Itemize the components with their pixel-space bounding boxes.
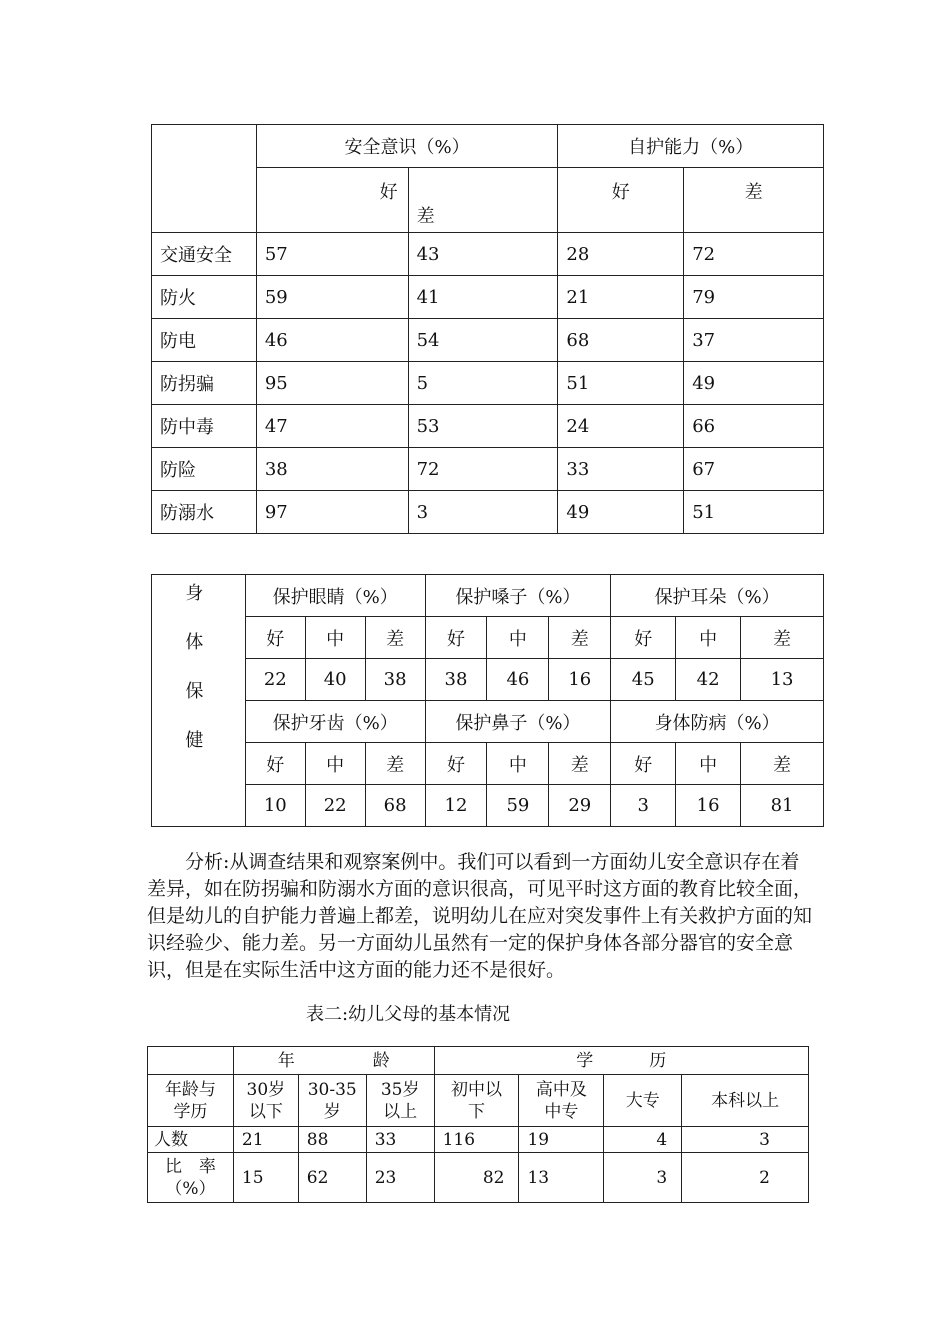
- table-caption: 表二:幼儿父母的基本情况: [306, 1004, 511, 1025]
- col-header-line: 30-35: [307, 1079, 357, 1100]
- header-age: [233, 1047, 434, 1075]
- value-cell: 37: [684, 319, 824, 362]
- value-cell: 10: [245, 785, 305, 827]
- vertical-char: 保: [185, 681, 204, 702]
- value-cell: 68: [558, 319, 684, 362]
- row-label: 防拐骗: [152, 362, 257, 405]
- grade-medium: 中: [487, 743, 549, 785]
- value-cell: 67: [684, 448, 824, 491]
- value-cell: 13: [519, 1153, 604, 1203]
- value-cell: 66: [684, 405, 824, 448]
- table-row: [152, 785, 824, 827]
- value-cell: 46: [487, 659, 549, 701]
- value-cell: 72: [684, 233, 824, 276]
- col-header-line: 初中以: [451, 1079, 503, 1100]
- grade-good: 好: [425, 617, 487, 659]
- subheader-good: [256, 168, 408, 233]
- value-cell: 97: [256, 491, 408, 534]
- grade-medium: 中: [487, 617, 549, 659]
- value-cell: 24: [558, 405, 684, 448]
- value-cell: 21: [558, 276, 684, 319]
- analysis-paragraph: 分析:从调查结果和观察案例中。我们可以看到一方面幼儿安全意识存在着差异，如在防拐骗和防溺水方面的意识很高，可见平时这方面的教育比较全面，但是幼儿的自护能力普遍上都差，说明幼儿在应对突发事件上有关救护方面的知识经验少、能力差。另一方面幼儿虽然有一定的保护身体各部分器官的安全意识，但是在实际生活中这方面的能力还不是很好。: [147, 851, 813, 981]
- value-cell: 16: [549, 659, 611, 701]
- table-row: [152, 319, 824, 362]
- value-cell: 3: [611, 785, 676, 827]
- row-label: 防中毒: [152, 405, 257, 448]
- value-cell: 53: [408, 405, 558, 448]
- col-header-line: 高中及: [535, 1079, 587, 1100]
- header-safety-awareness: 安全意识（%）: [256, 125, 558, 168]
- table-row: [152, 362, 824, 405]
- table-row: [152, 491, 824, 534]
- value-cell: 54: [408, 319, 558, 362]
- value-cell: 57: [256, 233, 408, 276]
- col-header: [298, 1075, 366, 1127]
- value-cell: 59: [487, 785, 549, 827]
- row-label: 防溺水: [152, 491, 257, 534]
- value-cell: 29: [549, 785, 611, 827]
- header-nose: 保护鼻子（%）: [425, 701, 611, 743]
- col-header: [366, 1075, 434, 1127]
- value-cell: 33: [366, 1127, 434, 1153]
- header-throat: 保护嗓子（%）: [425, 575, 611, 617]
- grade-good: 好: [425, 743, 487, 785]
- vertical-char: 健: [185, 730, 204, 751]
- value-cell: 95: [256, 362, 408, 405]
- subheader-text: 好: [611, 182, 630, 203]
- value-cell: 21: [233, 1127, 298, 1153]
- value-cell: 38: [425, 659, 487, 701]
- subheader-poor: [408, 168, 558, 233]
- subheader-poor: [684, 168, 824, 233]
- value-cell: 16: [676, 785, 741, 827]
- header-teeth: 保护牙齿（%）: [245, 701, 425, 743]
- grade-medium: 中: [676, 743, 741, 785]
- value-cell: 46: [256, 319, 408, 362]
- col-header: 本科以上: [682, 1075, 809, 1127]
- grade-good: 好: [245, 617, 305, 659]
- table-row: [148, 1153, 809, 1203]
- grade-good: 好: [611, 743, 676, 785]
- value-cell: 2: [682, 1153, 809, 1203]
- value-cell: 42: [676, 659, 741, 701]
- table-row: [152, 448, 824, 491]
- grade-poor: 差: [365, 617, 425, 659]
- value-cell: 116: [434, 1127, 519, 1153]
- col-header-line: 下: [468, 1101, 486, 1122]
- row-label: [148, 1153, 234, 1203]
- value-cell: 40: [305, 659, 365, 701]
- col-header: [434, 1075, 519, 1127]
- row-label: 防险: [152, 448, 257, 491]
- row-label-line: 比 率: [164, 1156, 216, 1177]
- value-cell: 28: [558, 233, 684, 276]
- grade-good: 好: [245, 743, 305, 785]
- subheader-text: 差: [744, 182, 763, 203]
- header-edu-char: 学: [576, 1050, 594, 1071]
- value-cell: 22: [245, 659, 305, 701]
- table-row: [152, 233, 824, 276]
- value-cell: 47: [256, 405, 408, 448]
- value-cell: 33: [558, 448, 684, 491]
- grade-poor: 差: [741, 743, 824, 785]
- value-cell: 22: [305, 785, 365, 827]
- subheader-good: [558, 168, 684, 233]
- value-cell: 41: [408, 276, 558, 319]
- table-row: [152, 659, 824, 701]
- value-cell: 5: [408, 362, 558, 405]
- value-cell: 81: [741, 785, 824, 827]
- corner-cell: [148, 1047, 234, 1075]
- value-cell: 4: [604, 1127, 682, 1153]
- corner-label: [148, 1075, 234, 1127]
- grade-medium: 中: [676, 617, 741, 659]
- value-cell: 62: [298, 1153, 366, 1203]
- corner-cell: [152, 125, 257, 233]
- header-age-char: 龄: [372, 1050, 390, 1071]
- value-cell: 88: [298, 1127, 366, 1153]
- value-cell: 49: [558, 491, 684, 534]
- col-header-line: 中专: [544, 1101, 579, 1122]
- col-header-line: 30岁: [246, 1079, 286, 1100]
- table-row: [152, 405, 824, 448]
- value-cell: 19: [519, 1127, 604, 1153]
- header-age-char: 年: [277, 1050, 295, 1071]
- row-label: 交通安全: [152, 233, 257, 276]
- header-disease-prevention: 身体防病（%）: [611, 701, 824, 743]
- value-cell: 43: [408, 233, 558, 276]
- col-header-line: 35岁: [380, 1079, 420, 1100]
- header-self-protection: 自护能力（%）: [558, 125, 824, 168]
- header-ears: 保护耳朵（%）: [611, 575, 824, 617]
- vertical-char: 身: [185, 583, 204, 604]
- value-cell: 59: [256, 276, 408, 319]
- value-cell: 3: [408, 491, 558, 534]
- corner-line: 年龄与: [164, 1079, 216, 1100]
- value-cell: 51: [558, 362, 684, 405]
- value-cell: 72: [408, 448, 558, 491]
- grade-medium: 中: [305, 617, 365, 659]
- grade-poor: 差: [365, 743, 425, 785]
- corner-line: 学历: [173, 1101, 208, 1122]
- body-care-label: [152, 575, 246, 827]
- parents-info-table: [147, 1046, 809, 1203]
- grade-poor: 差: [741, 617, 824, 659]
- value-cell: 38: [256, 448, 408, 491]
- value-cell: 38: [365, 659, 425, 701]
- safety-awareness-table: [151, 124, 824, 534]
- body-care-table: [151, 574, 824, 827]
- value-cell: 23: [366, 1153, 434, 1203]
- row-label: 人数: [148, 1127, 234, 1153]
- col-header-line: 以下: [248, 1101, 283, 1122]
- value-cell: 15: [233, 1153, 298, 1203]
- grade-medium: 中: [305, 743, 365, 785]
- value-cell: 79: [684, 276, 824, 319]
- value-cell: 12: [425, 785, 487, 827]
- vertical-char: 体: [185, 632, 204, 653]
- value-cell: 13: [741, 659, 824, 701]
- col-header: [519, 1075, 604, 1127]
- value-cell: 3: [604, 1153, 682, 1203]
- table-row: [152, 276, 824, 319]
- header-education: [434, 1047, 808, 1075]
- table-row: [148, 1127, 809, 1153]
- subheader-text: 差: [416, 206, 435, 227]
- row-label: 防火: [152, 276, 257, 319]
- value-cell: 45: [611, 659, 676, 701]
- value-cell: 3: [682, 1127, 809, 1153]
- col-header-line: 以上: [383, 1101, 418, 1122]
- subheader-text: 好: [379, 182, 398, 203]
- row-label-line: （%）: [165, 1178, 216, 1199]
- grade-poor: 差: [549, 617, 611, 659]
- header-edu-char: 历: [649, 1050, 667, 1071]
- col-header: [233, 1075, 298, 1127]
- col-header: 大专: [604, 1075, 682, 1127]
- value-cell: 51: [684, 491, 824, 534]
- value-cell: 49: [684, 362, 824, 405]
- grade-poor: 差: [549, 743, 611, 785]
- value-cell: 68: [365, 785, 425, 827]
- grade-good: 好: [611, 617, 676, 659]
- value-cell: 82: [434, 1153, 519, 1203]
- col-header-line: 岁: [323, 1101, 341, 1122]
- row-label: 防电: [152, 319, 257, 362]
- header-eyes: 保护眼睛（%）: [245, 575, 425, 617]
